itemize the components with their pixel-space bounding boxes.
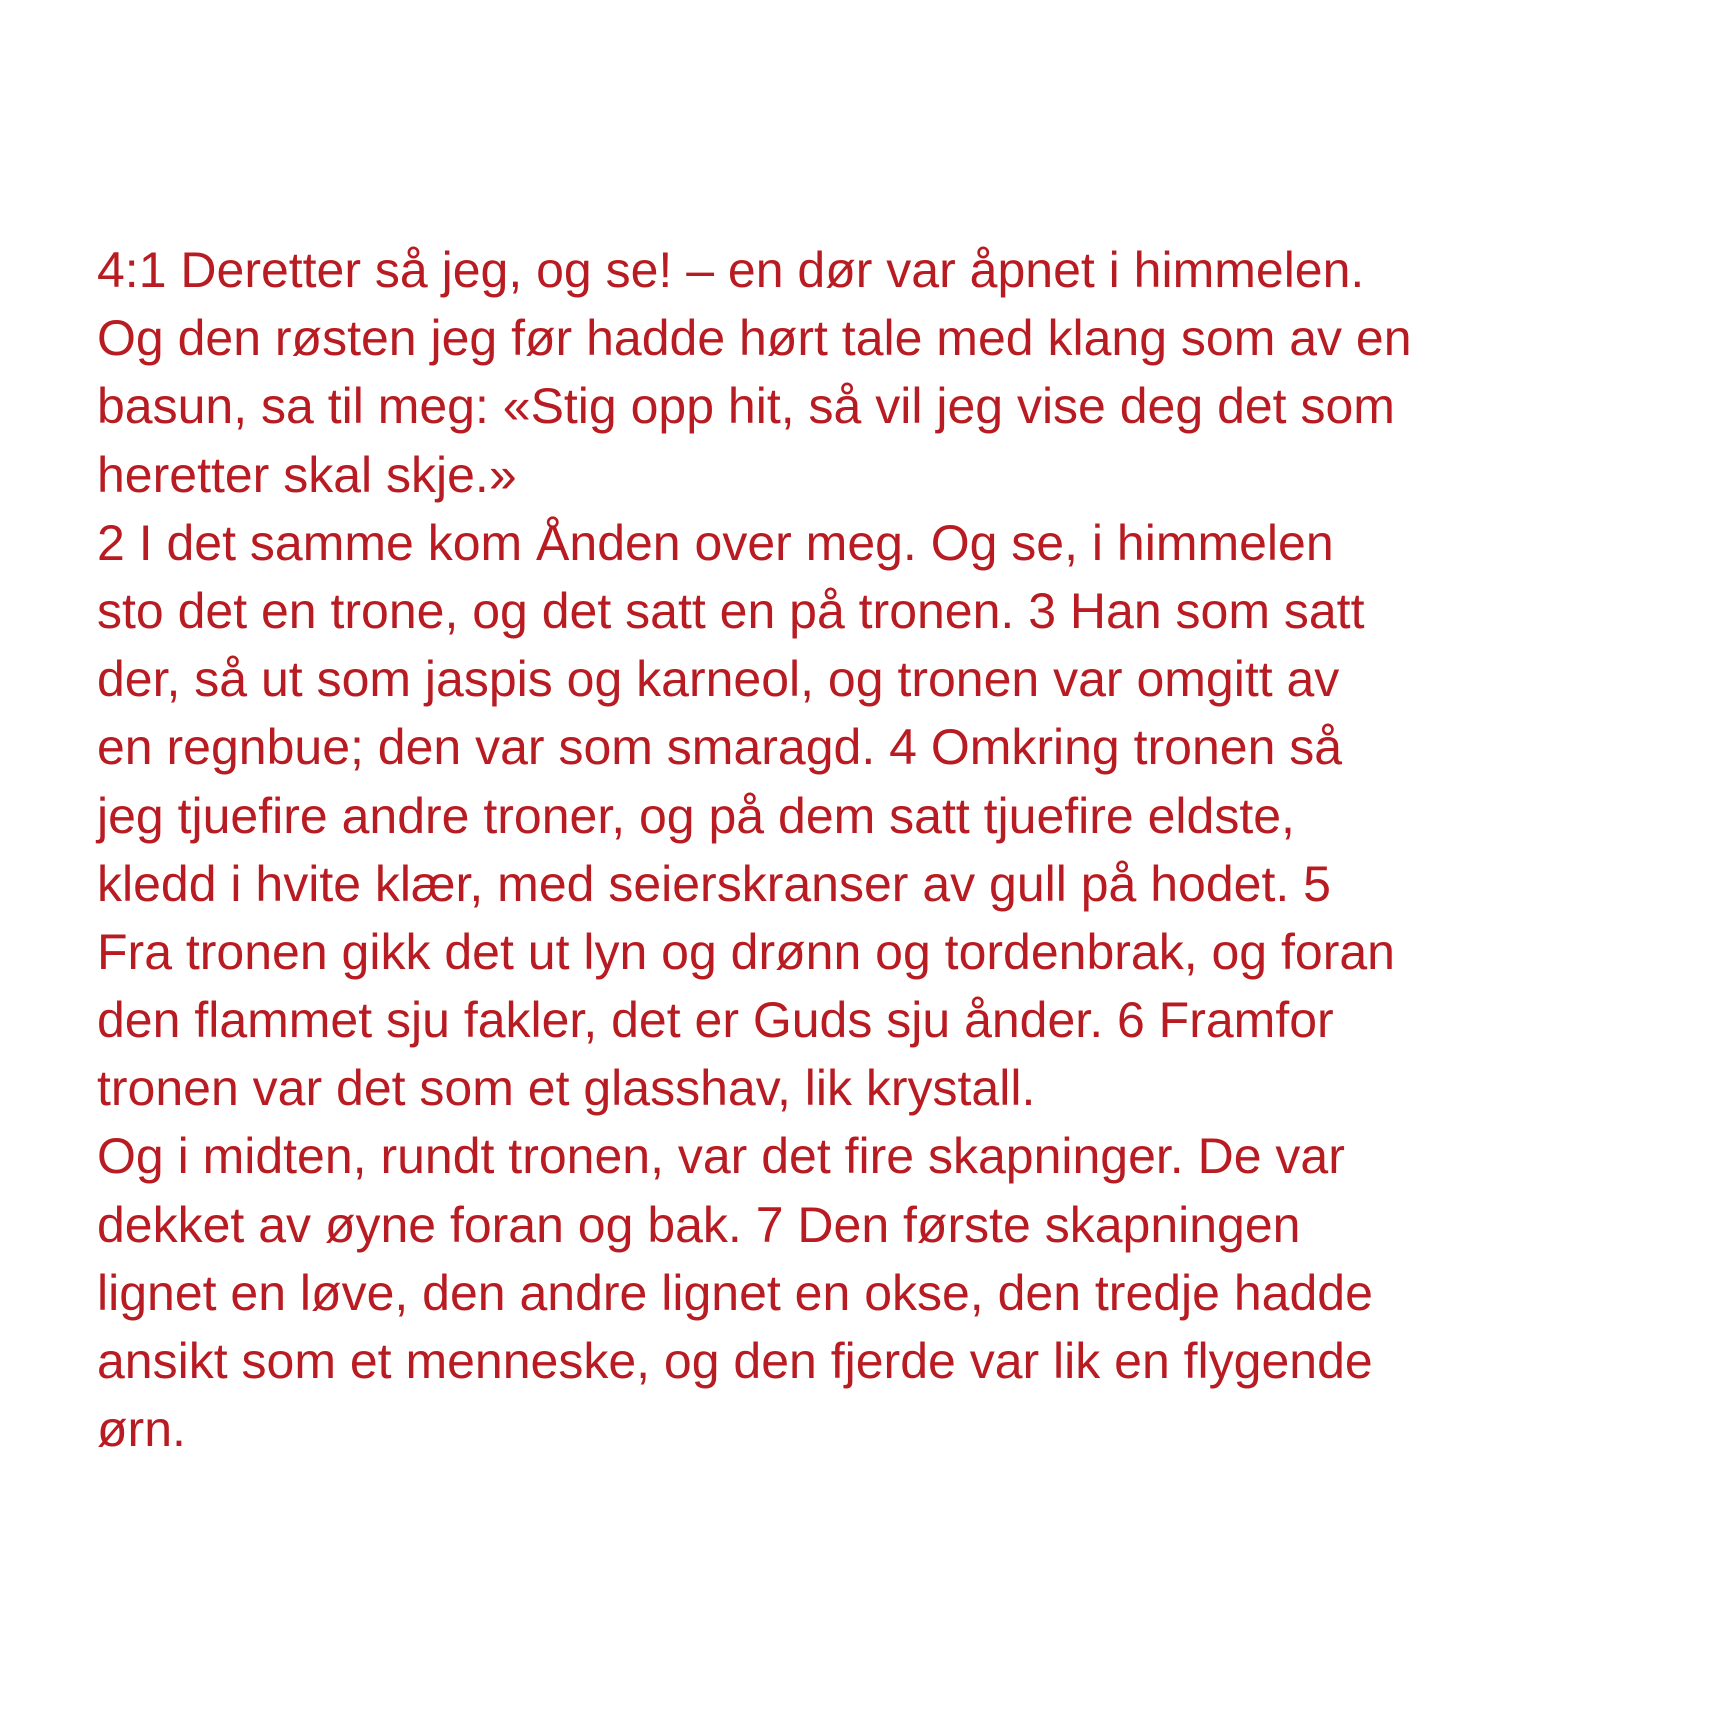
text-line: kledd i hvite klær, med seierskranser av gull på hodet. 5 [97, 855, 1331, 912]
text-line: Og den røsten jeg før hadde hørt tale med klang som av en [97, 310, 1412, 367]
text-line: ørn. [97, 1401, 186, 1458]
text-line: sto det en trone, og det satt en på tronen. 3 Han som satt [97, 582, 1365, 639]
text-line: der, så ut som jaspis og karneol, og tronen var omgitt av [97, 651, 1340, 708]
text-line: 4:1 Deretter så jeg, og se! – en dør var åpnet i himmelen. [97, 242, 1365, 298]
text-line: basun, sa til meg: «Stig opp hit, så vil jeg vise deg det som [97, 378, 1395, 435]
text-line: dekket av øyne foran og bak. 7 Den første skapningen [97, 1196, 1301, 1253]
scripture-text [97, 236, 1697, 1463]
text-line: den flammet sju fakler, det er Guds sju ånder. 6 Framfor [97, 992, 1334, 1049]
text-line: lignet en løve, den andre lignet en okse, den tredje hadde [97, 1264, 1373, 1321]
text-line: en regnbue; den var som smaragd. 4 Omkring tronen så [97, 719, 1343, 776]
text-line: 2 I det samme kom Ånden over meg. Og se, i himmelen [97, 514, 1334, 571]
text-line: heretter skal skje.» [97, 446, 517, 503]
text-line: Og i midten, rundt tronen, var det fire skapninger. De var [97, 1128, 1345, 1185]
text-line: tronen var det som et glasshav, lik krystall. [97, 1060, 1036, 1117]
text-line: jeg tjuefire andre troner, og på dem satt tjuefire eldste, [97, 787, 1295, 844]
text-line: ansikt som et menneske, og den fjerde var lik en flygende [97, 1333, 1373, 1389]
text-line: Fra tronen gikk det ut lyn og drønn og tordenbrak, og foran [97, 923, 1395, 980]
